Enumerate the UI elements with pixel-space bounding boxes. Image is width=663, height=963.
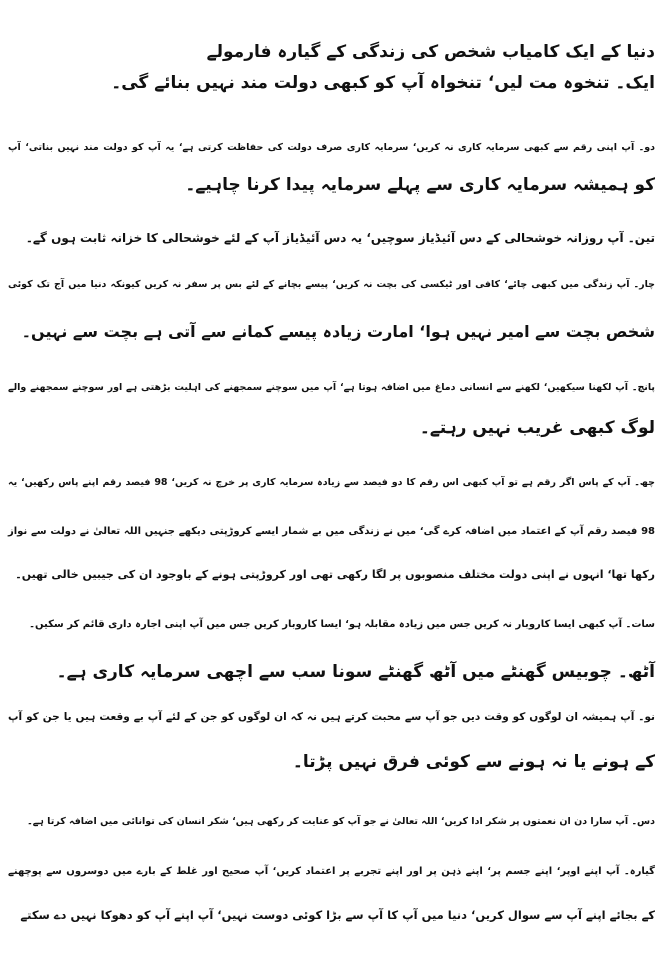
formula-10-line: دس۔ آپ سارا دن ان نعمتوں پر شکر ادا کریں‘ اللہ تعالیٰ نے جو آپ کو عنایت کر رکھی ہیں‘ شکر انسان کی توانائی میں اضافہ کرتا ہے۔: [27, 816, 655, 827]
formula-1-line: ایک۔ تنخوہ مت لیں‘ تنخواہ آپ کو کبھی دولت مند نہیں بنائے گی۔: [111, 73, 655, 93]
formula-5-line: لوگ کبھی غریب نہیں رہتے۔: [419, 418, 655, 438]
formula-2-line: دو۔ آپ اپنی رقم سے کبھی سرمایہ کاری نہ کریں‘ سرمایہ کاری صرف دولت کی حفاظت کرتی ہے‘ یہ آپ کو دولت مند نہیں بناتی‘ آپ: [8, 142, 655, 153]
formula-7-line: سات۔ آپ کبھی ایسا کاروبار نہ کریں جس میں زیادہ مقابلہ ہو‘ ایسا کاروبار کریں جس میں آپ اپنی اجارہ داری قائم کر سکیں۔: [29, 619, 655, 630]
formula-4-line: شخص بچت سے امیر نہیں ہوا‘ امارت زیادہ پیسے کمانے سے آتی ہے بچت سے نہیں۔: [21, 322, 655, 341]
formula-9-line: کے ہونے یا نہ ہونے سے کوئی فرق نہیں پڑتا۔: [292, 752, 655, 772]
formula-5-line: پانچ۔ آپ لکھنا سیکھیں‘ لکھنے سے انسانی دماغ میں اضافہ ہوتا ہے‘ آپ میں سوچنے سمجھنے کی اہلیت بڑھتی ہے اور سوچنے سمجھنے والے: [8, 382, 655, 393]
formula-3-line: تین۔ آپ روزانہ خوشحالی کے دس آئیڈیاز سوچیں‘ یہ دس آئیڈیاز آپ کے لئے خوشحالی کا خزانہ ثابت ہوں گے۔: [25, 231, 655, 245]
formula-6-line: رکھا تھا‘ انہوں نے اپنی دولت مختلف منصوبوں پر لگا رکھی تھی اور کروڑپتی ہونے کے باوجود ان کی جیبیں خالی تھیں۔: [15, 568, 655, 581]
formula-6-line: چھ۔ آپ کے پاس اگر رقم ہے تو آپ کبھی اس رقم کا دو فیصد سے زیادہ سرمایہ کاری پر خرچ نہ کریں‘ 98 فیصد رقم اپنے پاس رکھیں‘ یہ: [8, 477, 655, 488]
formula-4-line: چار۔ آپ زندگی میں کبھی چائے‘ کافی اور ٹیکسی کی بچت نہ کریں‘ پیسے بچانے کے لئے بس پر سفر نہ کریں کیونکہ دنیا میں آج تک کوئی: [8, 279, 655, 290]
formula-8-line: آٹھ۔ چوبیس گھنٹے میں آٹھ گھنٹے سونا سب سے اچھی سرمایہ کاری ہے۔: [56, 662, 655, 682]
formula-9-line: نو۔ آپ ہمیشہ ان لوگوں کو وقت دیں جو آپ سے محبت کرتے ہیں نہ کہ ان لوگوں کو جن کے لئے آپ بے وقعت ہیں یا جن کو آپ: [8, 711, 655, 723]
formula-2-line: کو ہمیشہ سرمایہ کاری سے پہلے سرمایہ پیدا کرنا چاہیے۔: [185, 175, 655, 195]
formula-11-line: گیارہ۔ آپ اپنے اوپر‘ اپنے جسم پر‘ اپنے ذہن پر اور اپنے تجربے پر اعتماد کریں‘ آپ صحیح اور غلط کے بارے میں دوسروں سے پوچھنے: [8, 866, 655, 877]
formula-11-line: کے بجائے اپنے آپ سے سوال کریں‘ دنیا میں آپ کا آپ سے بڑا کوئی دوست نہیں‘ آپ اپنے آپ کو دھوکا نہیں دے سکتے: [20, 908, 655, 922]
document-title: دنیا کے ایک کامیاب شخص کی زندگی کے گیارہ فارمولے: [206, 42, 655, 62]
formula-6-line: 98 فیصد رقم آپ کے اعتماد میں اضافہ کرے گی‘ میں نے زندگی میں بے شمار ایسے کروڑپتی دیکھے جنہیں اللہ تعالیٰ نے دولت سے نواز: [8, 526, 655, 537]
